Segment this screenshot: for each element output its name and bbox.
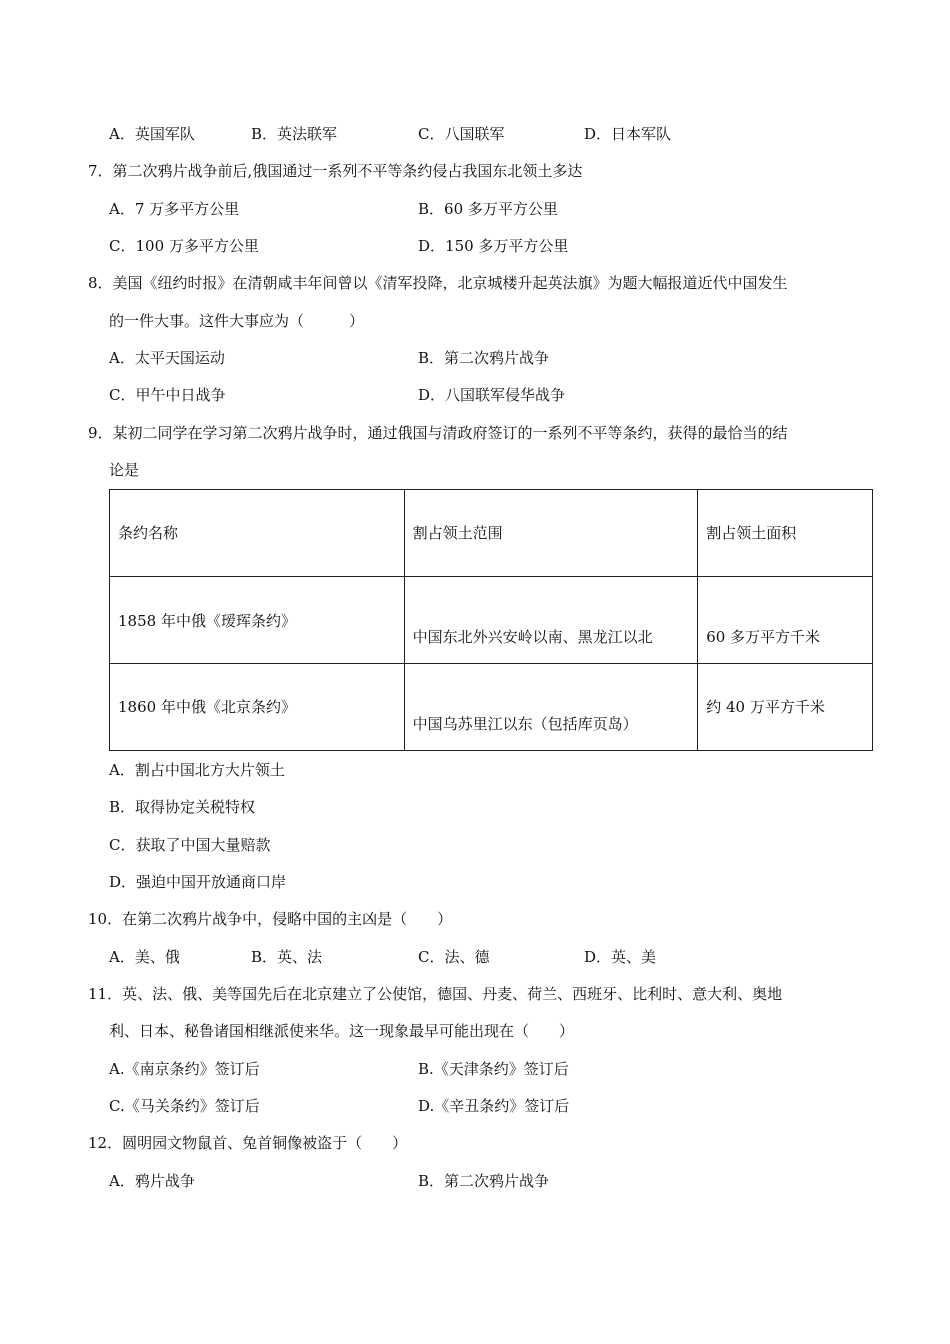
q11-option-a: A.《南京条约》签订后 (109, 1060, 260, 1078)
q9-stem-line1: 9．某初二同学在学习第二次鸦片战争时，通过俄国与清政府签订的一系列不平等条约，获得的最恰当的结 (88, 424, 788, 442)
treaty-table (109, 489, 873, 751)
q6-option-b: B．英法联军 (251, 125, 338, 143)
q8-stem-line1: 8．美国《纽约时报》在清朝咸丰年间曾以《清军投降，北京城楼升起英法旗》为题大幅报道近代中国发生 (88, 274, 788, 292)
row2-area: 约 40 万平方千米 (706, 698, 825, 716)
table-header-cell (404, 490, 698, 577)
table-header-row (110, 490, 873, 577)
q8-option-b: B．第二次鸦片战争 (418, 349, 550, 367)
q8-option-d: D．八国联军侵华战争 (418, 386, 566, 404)
q11-stem-line2: 利、日本、秘鲁诸国相继派使来华。这一现象最早可能出现在（ ） (109, 1022, 575, 1040)
row1-treaty: 1858 年中俄《瑷珲条约》 (118, 612, 296, 630)
q12-stem: 12．圆明园文物鼠首、兔首铜像被盗于（ ） (88, 1134, 408, 1152)
q8-option-c: C．甲午中日战争 (109, 386, 226, 404)
row2-scope: 中国乌苏里江以东（包括库页岛） (412, 715, 638, 733)
table-cell (110, 577, 405, 664)
q6-option-d: D．日本军队 (584, 125, 672, 143)
row2-treaty: 1860 年中俄《北京条约》 (118, 698, 296, 716)
q11-stem-line1: 11．英、法、俄、美等国先后在北京建立了公使馆，德国、丹麦、荷兰、西班牙、比利时、意大利、奥地 (88, 985, 783, 1003)
q9-option-a: A．割占中国北方大片领土 (109, 761, 285, 779)
table-cell (110, 664, 405, 751)
row1-area: 60 多万平方千米 (706, 628, 821, 646)
q10-option-d: D．英、美 (584, 948, 657, 966)
table-cell (404, 664, 698, 751)
q11-option-d: D.《辛丑条约》签订后 (418, 1097, 570, 1115)
q9-option-c: C．获取了中国大量赔款 (109, 836, 271, 854)
q11-option-c: C.《马关条约》签订后 (109, 1097, 260, 1115)
header-territory-area: 割占领土面积 (706, 524, 797, 542)
table-cell (404, 577, 698, 664)
q10-option-a: A．美、俄 (109, 948, 180, 966)
q6-option-a: A．英国军队 (109, 125, 195, 143)
q11-option-b: B.《天津条约》签订后 (418, 1060, 569, 1078)
q7-option-d: D．150 多万平方公里 (418, 237, 569, 255)
table-row (110, 664, 873, 751)
q10-option-b: B．英、法 (251, 948, 323, 966)
table-cell (698, 577, 873, 664)
table-header-cell (698, 490, 873, 577)
q6-option-c: C．八国联军 (418, 125, 505, 143)
q8-option-a: A．太平天国运动 (109, 349, 225, 367)
q7-stem: 7．第二次鸦片战争前后,俄国通过一系列不平等条约侵占我国东北领土多达 (88, 162, 583, 180)
q7-option-a: A．7 万多平方公里 (109, 200, 240, 218)
table-cell (698, 664, 873, 751)
q10-stem: 10．在第二次鸦片战争中，侵略中国的主凶是（ ） (88, 910, 453, 928)
table-header-cell (110, 490, 405, 577)
q9-option-d: D．强迫中国开放通商口岸 (109, 873, 287, 891)
q8-stem-line2: 的一件大事。这件大事应为（ ） (109, 312, 365, 330)
q9-option-b: B．取得协定关税特权 (109, 798, 256, 816)
row1-scope: 中国东北外兴安岭以南、黑龙江以北 (412, 628, 653, 646)
table-row (110, 577, 873, 664)
q7-option-c: C．100 万多平方公里 (109, 237, 259, 255)
header-treaty-name: 条约名称 (118, 524, 179, 542)
q9-stem-line2: 论是 (109, 461, 140, 479)
q10-option-c: C．法、德 (418, 948, 490, 966)
q12-option-b: B．第二次鸦片战争 (418, 1172, 550, 1190)
q7-option-b: B．60 多万平方公里 (418, 200, 558, 218)
header-territory-scope: 割占领土范围 (412, 524, 503, 542)
q12-option-a: A．鸦片战争 (109, 1172, 195, 1190)
